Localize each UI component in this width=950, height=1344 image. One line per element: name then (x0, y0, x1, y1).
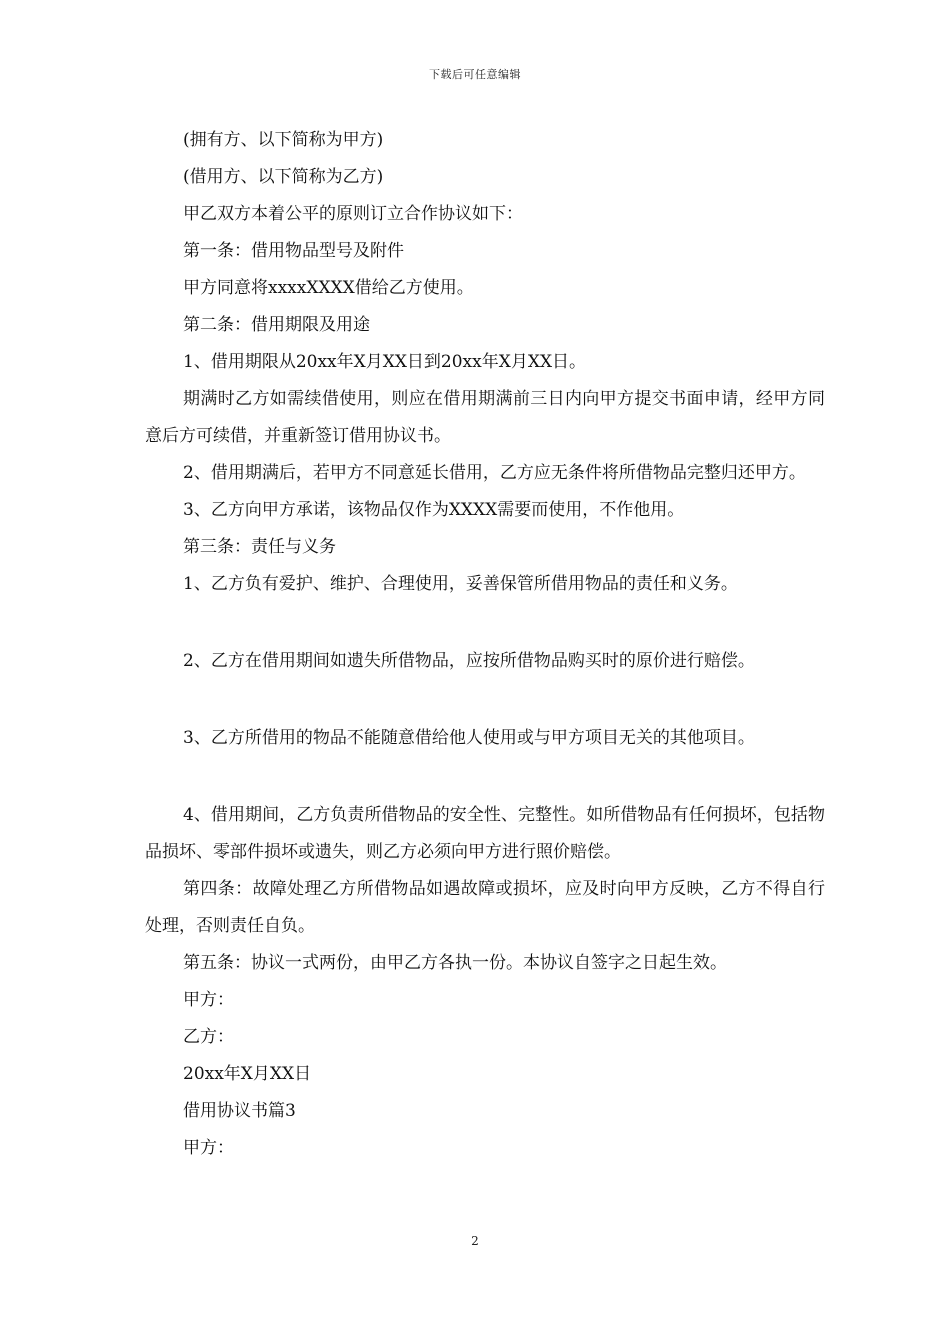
paragraph: 甲乙双方本着公平的原则订立合作协议如下： (183, 204, 523, 224)
paragraph: (拥有方、以下简称为甲方) (183, 130, 384, 150)
article-heading: 第一条：借用物品型号及附件 (183, 241, 404, 261)
document-body (145, 122, 825, 1167)
paragraph: 3、乙方向甲方承诺，该物品仅作为XXXX需要而使用，不作他用。 (183, 500, 685, 520)
article-heading: 第三条：责任与义务 (183, 537, 336, 557)
article-heading: 第四条：故障处理乙方所借物品如遇故障或损坏，应及时向甲方反映，乙方不得自行处理，否则责任自负。 (145, 879, 825, 936)
page-number: 2 (471, 1234, 479, 1248)
paragraph: 2、乙方在借用期间如遗失所借物品，应按所借物品购买时的原价进行赔偿。 (183, 651, 755, 671)
paragraph: (借用方、以下简称为乙方) (183, 167, 384, 187)
signature-party-b: 乙方： (183, 1027, 234, 1047)
paragraph: 3、乙方所借用的物品不能随意借给他人使用或与甲方项目无关的其他项目。 (183, 728, 755, 748)
paragraph: 4、借用期间，乙方负责所借物品的安全性、完整性。如所借物品有任何损坏，包括物品损坏、零部件损坏或遗失，则乙方必须向甲方进行照价赔偿。 (145, 805, 825, 862)
paragraph: 期满时乙方如需续借使用，则应在借用期满前三日内向甲方提交书面申请，经甲方同意后方可续借，并重新签订借用协议书。 (145, 389, 825, 446)
article-heading: 第五条：协议一式两份，由甲乙方各执一份。本协议自签字之日起生效。 (183, 953, 727, 973)
section-title: 借用协议书篇3 (183, 1101, 296, 1121)
article-heading: 第二条：借用期限及用途 (183, 315, 370, 335)
paragraph: 甲方同意将xxxxXXXX借给乙方使用。 (183, 278, 474, 298)
signature-date: 20xx年X月XX日 (183, 1064, 312, 1084)
paragraph: 1、借用期限从20xx年X月XX日到20xx年X月XX日。 (183, 352, 587, 372)
paragraph: 1、乙方负有爱护、维护、合理使用，妥善保管所借用物品的责任和义务。 (183, 574, 738, 594)
signature-party-a: 甲方： (183, 1138, 234, 1158)
paragraph: 2、借用期满后，若甲方不同意延长借用，乙方应无条件将所借物品完整归还甲方。 (183, 463, 806, 483)
page-header: 下载后可任意编辑 (429, 68, 521, 81)
signature-party-a: 甲方： (183, 990, 234, 1010)
